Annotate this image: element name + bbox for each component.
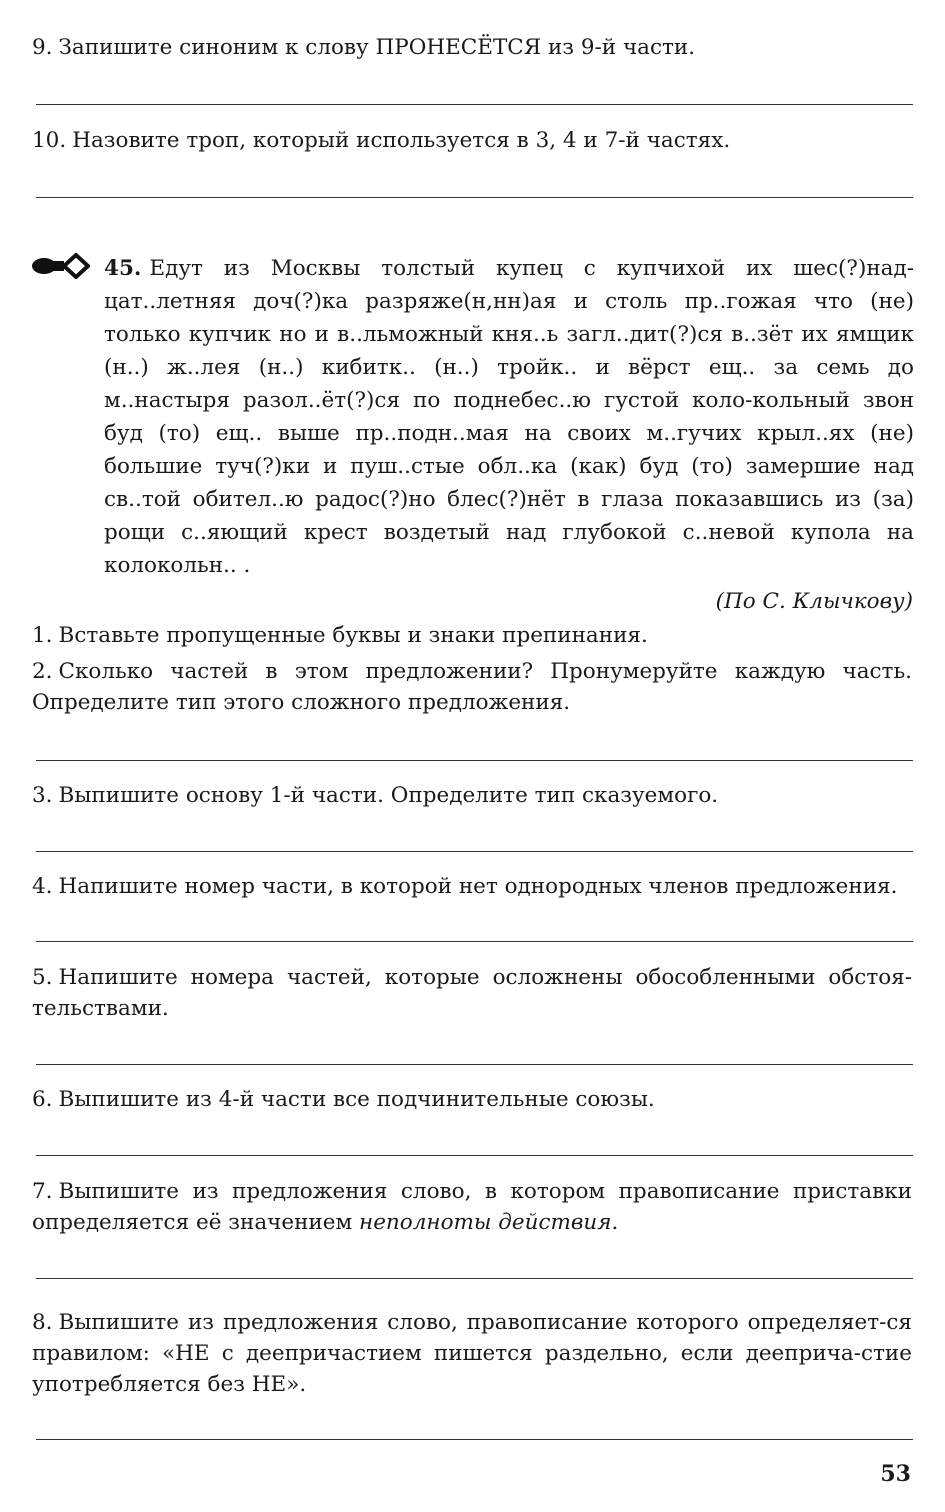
task-number: 1. <box>32 623 53 648</box>
task-text: Напишите номер части, в которой нет однородных членов предложения. <box>58 874 898 899</box>
exercise-number: 45. <box>104 256 142 281</box>
task-number: 7. <box>32 1179 53 1204</box>
task-2 <box>32 656 912 718</box>
task-number: 4. <box>32 874 53 899</box>
answer-line[interactable] <box>36 941 913 942</box>
answer-line[interactable] <box>36 1278 913 1279</box>
answer-line[interactable] <box>36 104 913 105</box>
question-number: 9. <box>32 35 53 60</box>
answer-line[interactable] <box>36 851 913 852</box>
task-3 <box>32 780 912 811</box>
task-number: 3. <box>32 783 53 808</box>
question-10 <box>32 125 912 156</box>
task-text: Выпишите основу 1-й части. Определите тип сказуемого. <box>58 783 719 808</box>
task-5 <box>32 962 912 1024</box>
question-9 <box>32 32 912 63</box>
exercise-source: (По С. Клычкову) <box>715 589 913 614</box>
task-number: 6. <box>32 1087 53 1112</box>
page-number: 53 <box>880 1461 911 1487</box>
task-number: 8. <box>32 1310 53 1335</box>
task-text: Выпишите из предложения слово, в котором правописание приставки определяется её значением <box>32 1179 912 1235</box>
answer-line[interactable] <box>36 1439 913 1440</box>
task-7 <box>32 1176 912 1238</box>
task-number: 5. <box>32 965 53 990</box>
task-8 <box>32 1307 912 1400</box>
exercise-text: Едут из Москвы толстый купец с купчихой их шес(?)над-цат..летняя доч(?)ка разряже(н,нн)ая и столь пр..гожая что (не) только купчик но и в..льможный кня..ь загл..дит(?)ся в..зёт их ямщик (н..) ж..лея (н..) кибитк.. (н..) тройк.. и вёрст ещ.. за семь до м..настыря разол..ёт(?)ся по поднебес..ю густой коло-кольный звон буд (то) ещ.. выше пр..подн..мая на своих м..гучих крыл..ях (не) большие туч(?)ки и пуш..стые обл..ка (как) буд (то) замершие над св..той обител..ю радос(?)но блес(?)нёт в глаза показавшись из (за) рощи с..яющий крест воздетый над глубокой с..невой купола на колокольн.. . <box>104 256 914 578</box>
question-text: Запишите синоним к слову ПРОНЕСЁТСЯ из 9-й части. <box>58 35 696 60</box>
task-text: Выпишите из 4-й части все подчинительные союзы. <box>58 1087 655 1112</box>
question-text: Назовите троп, который используется в 3, 4 и 7-й частях. <box>72 128 731 153</box>
task-1 <box>32 620 912 651</box>
exercise-marker-icon <box>30 253 90 279</box>
task-number: 2. <box>32 659 53 684</box>
task-text: Выпишите из предложения слово, правописание которого определяет-ся правилом: «НЕ с деепричастием пишется раздельно, если дееприча-стие употребляется без НЕ». <box>32 1310 912 1397</box>
question-number: 10. <box>32 128 67 153</box>
answer-line[interactable] <box>36 760 913 761</box>
task-4 <box>32 871 912 902</box>
exercise-45 <box>104 252 914 582</box>
task-6 <box>32 1084 912 1115</box>
task-text: Сколько частей в этом предложении? Пронумеруйте каждую часть. Определите тип этого сложного предложения. <box>32 659 912 715</box>
task-text: Вставьте пропущенные буквы и знаки препинания. <box>58 623 648 648</box>
task-italic-text: неполноты действия. <box>359 1210 619 1235</box>
task-text: Напишите номера частей, которые осложнены обособленными обстоя-тельствами. <box>32 965 912 1021</box>
answer-line[interactable] <box>36 1064 913 1065</box>
answer-line[interactable] <box>36 197 913 198</box>
answer-line[interactable] <box>36 1155 913 1156</box>
